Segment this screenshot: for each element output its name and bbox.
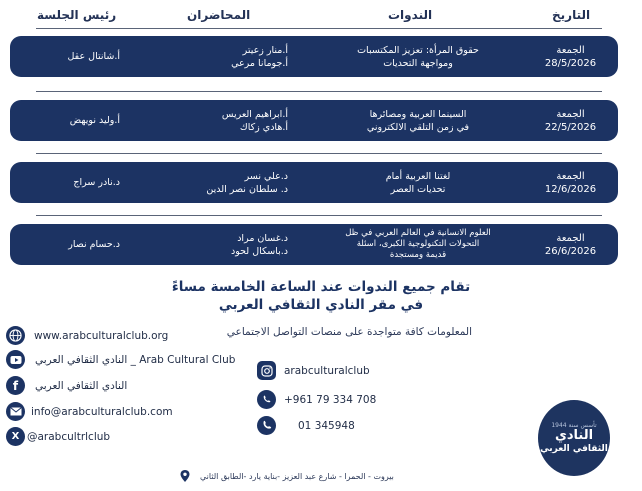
session-topic-cell — [318, 36, 518, 77]
session-row-3 — [10, 162, 618, 203]
session-day: الجمعة — [556, 44, 585, 56]
session-topic-line: التحولات التكنولوجية الكبرى، اسئلة — [356, 239, 480, 249]
youtube-link[interactable]: النادي الثقافي العربي _ Arab Cultural Club — [35, 353, 236, 366]
session-date: 12/6/2026 — [544, 183, 597, 195]
youtube-icon — [6, 350, 25, 369]
row-divider — [36, 215, 602, 216]
session-topic-cell — [318, 100, 518, 141]
session-topic-line: ومواجهة التحديات — [383, 57, 453, 69]
timing-note: تقام جميع الندوات عند الساعة الخامسة مساءً — [171, 279, 471, 295]
session-lecturer: أ.ابراهيم العريس — [221, 108, 288, 120]
session-topic-line: قديمة ومستجدة — [389, 250, 447, 260]
session-row-2 — [10, 100, 618, 141]
youtube-contact[interactable] — [6, 350, 235, 369]
session-topic-cell — [318, 162, 518, 203]
session-row-1 — [10, 36, 618, 77]
facebook-contact[interactable] — [6, 376, 127, 395]
session-lecturer: د.غسان مراد — [237, 232, 288, 244]
row-divider — [36, 28, 602, 29]
session-lecturers-cell — [168, 162, 318, 203]
website-link[interactable]: www.arabculturalclub.org — [34, 329, 169, 342]
x-contact[interactable] — [6, 427, 110, 446]
session-topic-line: تحديات العصر — [390, 183, 446, 195]
session-topic-line: السينما العربية ومصائرها — [369, 108, 467, 120]
session-chair-cell — [10, 224, 168, 265]
instagram-link[interactable]: arabculturalclub — [284, 364, 370, 377]
session-topic-line: لغتنا العربية أمام — [385, 170, 451, 182]
club-logo — [538, 400, 610, 476]
session-chair: أ.وليد نويهض — [69, 115, 120, 126]
session-lecturer: أ.هادي زكاك — [239, 121, 288, 133]
row-divider — [36, 153, 602, 154]
session-chair-cell — [10, 36, 168, 77]
club-address: بيروت - الحمرا - شارع عبد العزيز -بناية يارد -الطابق الثاني — [200, 472, 394, 481]
logo-name-line2: الثقافي العربي — [540, 443, 608, 454]
logo-name-line1: النادي — [554, 427, 594, 443]
row-divider — [36, 91, 602, 92]
logo-founded-text: تأسس سنة 1944 — [551, 421, 597, 429]
instagram-contact[interactable] — [257, 361, 370, 380]
whatsapp-number[interactable]: +961 79 334 708 — [284, 393, 377, 406]
website-contact[interactable] — [6, 326, 168, 345]
session-chair-cell — [10, 162, 168, 203]
session-lecturer: أ.منار زعيتر — [242, 44, 288, 56]
header-chair: رئيس الجلسة — [37, 8, 117, 22]
session-date-cell — [523, 36, 618, 77]
session-date: 28/5/2026 — [544, 57, 597, 69]
header-topic: الندوات — [388, 8, 433, 22]
session-date: 26/6/2026 — [544, 245, 597, 257]
session-chair: أ.شانتال عقل — [67, 51, 120, 62]
session-lecturer: د.علي نسر — [244, 170, 288, 182]
x-link[interactable]: @arabcultrlclub — [27, 430, 111, 443]
session-day: الجمعة — [556, 170, 585, 182]
session-topic-line: في زمن التلقي الالكتروني — [366, 121, 470, 133]
session-lecturer: أ.جومانا مرعي — [231, 57, 288, 69]
session-date: 22/5/2026 — [544, 121, 597, 133]
session-date-cell — [523, 224, 618, 265]
email-link[interactable]: info@arabculturalclub.com — [31, 405, 173, 418]
session-chair-cell — [10, 100, 168, 141]
phone-icon — [257, 416, 276, 435]
session-date-cell — [523, 162, 618, 203]
header-date: التاريخ — [552, 8, 591, 22]
session-row-4 — [10, 224, 618, 265]
session-topic-cell — [318, 224, 518, 265]
session-lecturers-cell — [168, 36, 318, 77]
header-lecturers: المحاضران — [187, 8, 251, 22]
whatsapp-contact[interactable] — [257, 390, 376, 409]
x-icon: X — [6, 427, 25, 446]
session-chair: د.نادر سراج — [73, 177, 120, 188]
session-day: الجمعة — [556, 108, 585, 120]
whatsapp-icon — [257, 390, 276, 409]
facebook-link[interactable]: النادي الثقافي العربي — [35, 379, 128, 392]
session-day: الجمعة — [556, 232, 585, 244]
facebook-icon: f — [6, 376, 25, 395]
venue-note: في مقر النادي الثقافي العربي — [218, 297, 424, 313]
globe-icon — [6, 326, 25, 345]
email-contact[interactable] — [6, 402, 173, 421]
instagram-icon — [257, 361, 276, 380]
session-chair: د.حسام نصار — [68, 239, 120, 250]
session-topic-line: العلوم الانسانية في العالم العربي في ظل — [345, 228, 491, 238]
session-topic-line: حقوق المرأة: تعزيز المكتسبات — [357, 44, 479, 56]
session-lecturers-cell — [168, 100, 318, 141]
session-lecturer: د.باسكال لحود — [231, 245, 288, 257]
email-icon — [6, 402, 25, 421]
location-pin-icon — [178, 469, 192, 483]
social-media-note: المعلومات كافة متواجدة على منصات التواصل الاجتماعي — [226, 326, 472, 338]
phone-number[interactable]: 01 345948 — [298, 419, 355, 432]
session-lecturer: د. سلطان نصر الدين — [206, 183, 288, 195]
phone-contact[interactable] — [257, 416, 355, 435]
session-lecturers-cell — [168, 224, 318, 265]
session-date-cell — [523, 100, 618, 141]
